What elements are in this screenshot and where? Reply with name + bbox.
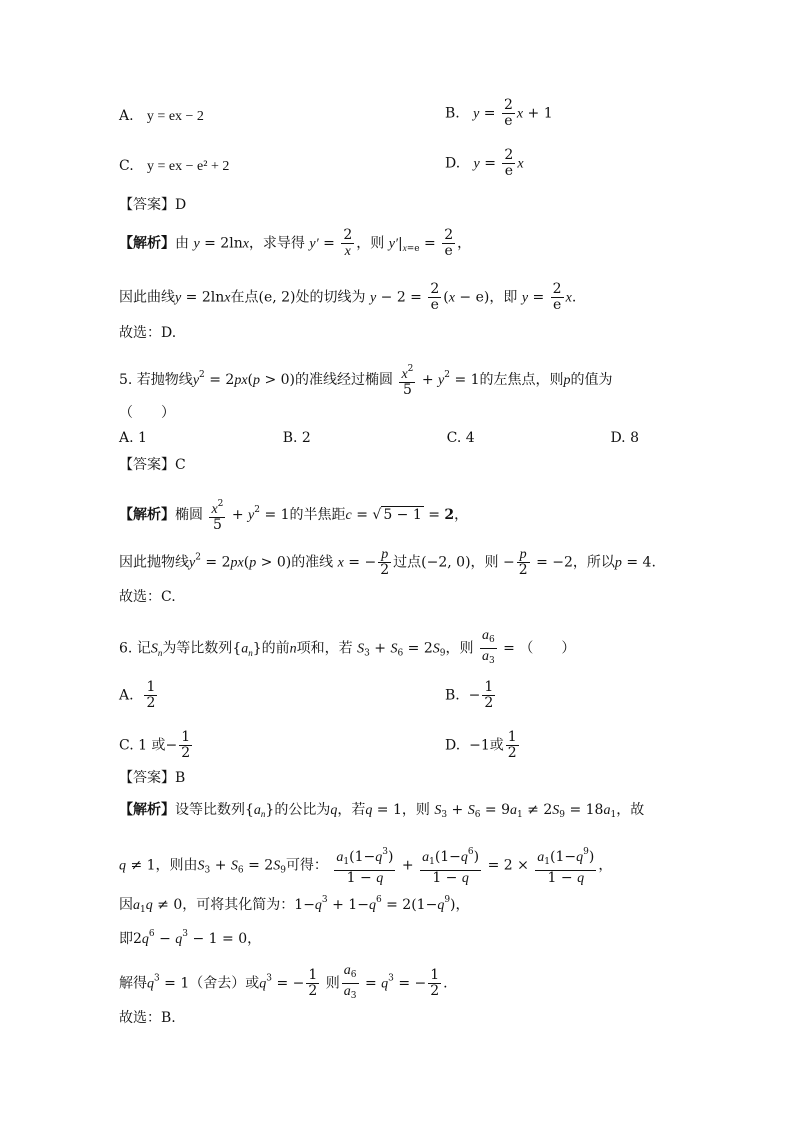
q5-option-c: C. 4 (446, 430, 475, 446)
q4-explanation-1: 【解析】由 y = 2lnx，求导得 y′ = $\frac{2}{x}$ ，则 $y'|_{x=e}$ = $\frac{2}{e}$ ， (119, 227, 472, 259)
q6-option-a: A. $\frac{1}{2}$ (119, 679, 156, 711)
q5-stem: 5. 若抛物线$y^2 = 2px(p > 0)$的准线经过椭圆 $\frac{x^2}{5}$ + $y^2 = 1$的左焦点，则p的值为 (119, 364, 613, 398)
q4-option-d: D. y = $\frac{2}{e}$ x (445, 147, 524, 179)
q6-option-c: C. 1 或− $\frac{1}{2}$ (119, 729, 191, 761)
q5-explanation-1: 【解析】椭圆 $\frac{x^2}{5}$ + $y^2 = 1$的半焦距c = √ 5 − 1 = 2， (119, 499, 469, 533)
q6-conclusion: 故选：B. (119, 1010, 176, 1026)
q6-answer: 【答案】B (119, 770, 186, 786)
q5-paren: （ ） (119, 405, 175, 421)
q4-option-b: B. y = $\frac{2}{e}$ x + 1 (445, 97, 553, 129)
q6-explanation-4: 即$2q^6 - q^3 - 1 = 0$， (119, 929, 262, 947)
q4-answer: 【答案】D (119, 197, 187, 213)
q6-explanation-5: 解得$q^3 = 1$（舍去）或$q^3$ = − $\frac{1}{2}$ 则 $\frac{a_6}{a_3}$ = $q^3$ = − $\frac{1}{2}$ . (119, 963, 448, 1001)
q5-explanation-2: 因此抛物线$y^2 = 2px(p > 0)$的准线 x = − $\frac{p}{2}$ 过点(−2, 0)，则 − $\frac{p}{2}$ = −2，所以p = 4. (119, 547, 656, 578)
q5-option-a: A. 1 (119, 430, 147, 446)
q5-answer: 【答案】C (119, 457, 186, 473)
q4-explanation-2: 因此曲线y = 2lnx在点(e, 2)处的切线为 y − 2 = $\frac{2}{e}$ (x − e)，即 y = $\frac{2}{e}$ x. (119, 281, 577, 313)
q6-stem: 6. 记$S_n$为等比数列$\{a_n\}$的前n项和，若 $S_3 + S_6 = 2S_9$，则 $\frac{a_6}{a_3}$ = （ ） (119, 628, 576, 666)
q4-option-a: A. y = ex − 2 (119, 108, 204, 124)
q5-conclusion: 故选：C. (119, 589, 176, 605)
q4-conclusion: 故选：D. (119, 325, 177, 341)
q5-option-b: B. 2 (282, 430, 311, 446)
q4-option-c: C. y = ex − e² + 2 (119, 158, 230, 174)
q6-option-b: B. − $\frac{1}{2}$ (445, 679, 494, 711)
q5-option-d: D. 8 (610, 430, 639, 446)
q6-option-d: D. −1或 $\frac{1}{2}$ (445, 729, 517, 761)
q5-options (119, 430, 639, 446)
q6-explanation-3: 因$a_1q \ne 0$，可将其化简为：$1-q^3 + 1-q^6 = 2(1-q^9)$， (119, 895, 470, 915)
q6-explanation-2: q ≠ 1，则由$S_3 + S_6 = 2S_9$可得： $\frac{a_1(1-q^3)}{1 - q}$ + $\frac{a_1(1-q^6)}{1 - q}$ = 2 × $\frac{a_1(1-q^9)}{1 - q}$ ， (119, 847, 613, 886)
q6-explanation-1: 【解析】设等比数列$\{a_n\}$的公比为q，若q = 1，则 $S_3 + S_6 = 9a_1 \ne 2S_9 = 18a_1$，故 (119, 802, 645, 820)
